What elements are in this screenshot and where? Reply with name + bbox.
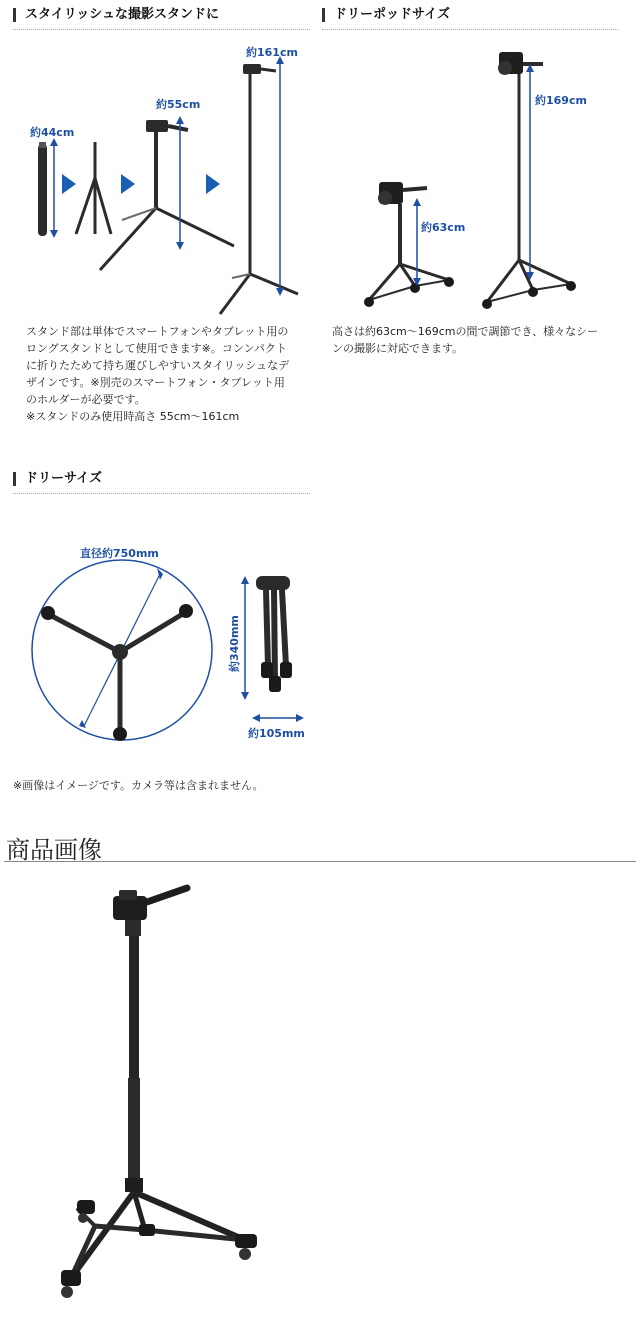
dollypod-low-image	[364, 182, 454, 307]
dollypod-high-image	[482, 52, 576, 309]
paragraph-line: に折りたためて持ち運びしやすいスタイリッシュなデ	[26, 359, 290, 372]
dollypod-size-illustration	[345, 38, 595, 318]
stand-size-illustration	[10, 38, 310, 318]
section-title-dolly: ドリーサイズ	[13, 472, 102, 486]
paragraph-line: 高さは約63cm〜169cmの間で調節でき、様々なシー	[332, 325, 599, 338]
dim-label-55: 約55cm	[156, 98, 201, 111]
stylish-paragraph	[26, 323, 316, 425]
dim-arrow-105	[252, 714, 304, 722]
heading-underline	[4, 861, 636, 862]
dim-arrow-161	[276, 56, 284, 296]
product-images-heading: 商品画像	[6, 836, 102, 864]
paragraph-line: ンの撮影に対応できます。	[332, 342, 464, 355]
dim-arrow-55	[176, 116, 184, 250]
step-arrow-1	[62, 174, 76, 194]
paragraph-line: ※スタンドのみ使用時高さ 55cm〜161cm	[26, 410, 240, 423]
dim-label-diameter: 直径約750mm	[80, 547, 159, 560]
image-note: ※画像はイメージです。カメラ等は含まれません。	[13, 779, 264, 792]
paragraph-line: のホルダーが必要です。	[26, 393, 146, 406]
step-arrow-3	[206, 174, 220, 194]
dim-arrow-169	[526, 64, 534, 280]
product-image	[55, 878, 285, 1318]
paragraph-line: スタンド部は単体でスマートフォンやタブレット用の	[26, 325, 289, 338]
dim-label-63: 約63cm	[421, 221, 466, 234]
section-title-stylish: スタイリッシュな撮影スタンドに	[13, 8, 219, 22]
dim-label-105: 約105mm	[248, 727, 305, 740]
dim-arrow-44	[50, 138, 58, 238]
paragraph-line: ロングスタンドとして使用できます※。コンンパクト	[26, 342, 287, 355]
dim-label-340: 約340mm	[228, 615, 241, 672]
stand-55-image	[100, 120, 234, 270]
dollypod-paragraph	[332, 323, 622, 357]
folded-stand-image	[38, 142, 47, 236]
section-rule	[13, 493, 310, 494]
dolly-folded-image	[256, 576, 292, 692]
dim-arrow-63	[413, 198, 421, 286]
dim-arrow-340	[241, 576, 249, 700]
dim-label-44: 約44cm	[30, 126, 75, 139]
dim-label-169: 約169cm	[535, 94, 587, 107]
dolly-size-illustration	[20, 540, 310, 750]
semi-open-stand-image	[76, 142, 111, 234]
section-title-dollypod: ドリーポッドサイズ	[322, 8, 450, 22]
section-rule	[13, 29, 310, 30]
paragraph-line: ザインです。※別売のスマートフォン・タブレット用	[26, 376, 285, 389]
step-arrow-2	[121, 174, 135, 194]
dolly-top-view-image	[41, 604, 193, 741]
stand-161-image	[220, 64, 298, 314]
dim-label-161: 約161cm	[246, 46, 298, 59]
section-rule	[322, 29, 618, 30]
